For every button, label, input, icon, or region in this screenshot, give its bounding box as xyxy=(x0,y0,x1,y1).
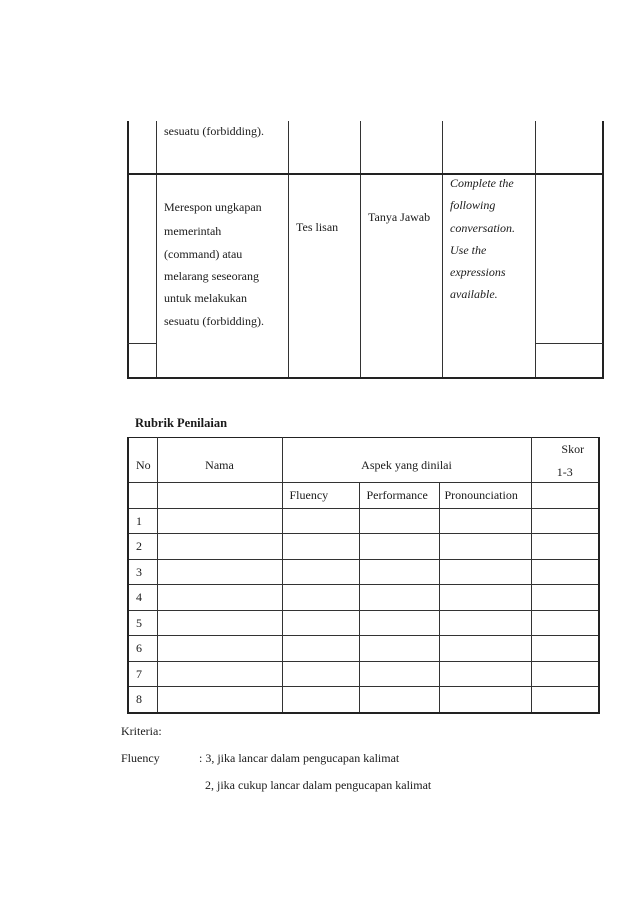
aspect-performance xyxy=(359,483,439,509)
upper-row1-indicator: sesuatu (forbidding). xyxy=(164,124,264,138)
cell-performance xyxy=(359,687,439,713)
upper-row2-indicator-line: melarang seseorang xyxy=(164,269,259,283)
table-row xyxy=(128,509,599,534)
row-number-label: 8 xyxy=(136,691,142,706)
upper-row2-instrument-line: following xyxy=(450,198,496,212)
header-no-label: No xyxy=(136,458,151,472)
cell-nama xyxy=(157,560,282,585)
upper-row2-indicator-line: untuk melakukan xyxy=(164,291,247,305)
cell-pronounciation xyxy=(439,585,531,611)
upper-table-col-divider xyxy=(535,121,536,379)
upper-row2-indicator-line: memerintah xyxy=(164,224,222,238)
cell-nama xyxy=(157,611,282,636)
upper-row2-instrument-line: available. xyxy=(450,287,498,301)
kriteria-line1: : 3, jika lancar dalam pengucapan kalimat xyxy=(199,751,400,765)
cell-skor xyxy=(531,636,599,662)
upper-row2-instrument-line: expressions xyxy=(450,265,506,279)
table-row xyxy=(128,611,599,636)
cell-fluency xyxy=(282,534,359,560)
cell-fluency xyxy=(282,560,359,585)
table-row xyxy=(128,560,599,585)
cell-fluency xyxy=(282,509,359,534)
kriteria-term: Fluency xyxy=(121,751,160,765)
cell-skor xyxy=(531,560,599,585)
table-row xyxy=(128,687,599,713)
upper-row2-indicator-line: Merespon ungkapan xyxy=(164,200,262,214)
row-number xyxy=(128,509,157,534)
cell-fluency xyxy=(282,662,359,687)
aspect-row-skor-cell xyxy=(531,483,599,509)
cell-pronounciation xyxy=(439,687,531,713)
row-number xyxy=(128,611,157,636)
row-number-label: 4 xyxy=(136,590,142,604)
aspect-row-nama-cell xyxy=(157,483,282,509)
table-row xyxy=(128,636,599,662)
cell-performance xyxy=(359,509,439,534)
rubric-header-row xyxy=(128,438,599,483)
aspect-fluency-label: Fluency xyxy=(289,488,329,502)
upper-table-inner-divider xyxy=(127,343,156,344)
cell-skor xyxy=(531,585,599,611)
row-number-label: 7 xyxy=(136,666,142,681)
row-number xyxy=(128,534,157,560)
upper-row2-instrument-line: Complete the xyxy=(450,176,514,190)
upper-row2-instrument-line: Use the xyxy=(450,243,487,257)
upper-row2-form: Tanya Jawab xyxy=(368,210,431,224)
cell-skor xyxy=(531,611,599,636)
cell-nama xyxy=(157,636,282,662)
header-skor-line2: 1-3 xyxy=(556,464,573,479)
upper-row2-technique: Tes lisan xyxy=(296,220,339,234)
cell-pronounciation xyxy=(439,534,531,560)
cell-performance xyxy=(359,611,439,636)
upper-row2-indicator-line: sesuatu (forbidding). xyxy=(164,314,264,328)
table-row xyxy=(128,662,599,687)
cell-performance xyxy=(359,636,439,662)
cell-skor xyxy=(531,687,599,713)
cell-performance xyxy=(359,560,439,585)
row-number xyxy=(128,662,157,687)
cell-skor xyxy=(531,509,599,534)
upper-table-border-bottom xyxy=(127,377,604,379)
header-aspek xyxy=(282,438,531,483)
rubric-table xyxy=(127,437,600,714)
cell-performance xyxy=(359,534,439,560)
cell-nama xyxy=(157,662,282,687)
row-number-label: 3 xyxy=(136,564,142,579)
cell-nama xyxy=(157,585,282,611)
rubric-title: Rubrik Penilaian xyxy=(135,416,228,430)
row-number-label: 2 xyxy=(136,539,142,553)
cell-fluency xyxy=(282,687,359,713)
kriteria-line2: 2, jika cukup lancar dalam pengucapan kalimat xyxy=(205,778,432,792)
header-nama-label: Nama xyxy=(205,458,234,472)
cell-fluency xyxy=(282,611,359,636)
upper-table-inner-divider xyxy=(535,343,603,344)
upper-table-border-left xyxy=(127,121,129,379)
cell-pronounciation xyxy=(439,611,531,636)
upper-row2-indicator-line: (command) atau xyxy=(164,247,243,261)
header-skor xyxy=(531,438,599,483)
upper-table-border-right xyxy=(602,121,604,379)
upper-table-col-divider xyxy=(156,121,157,379)
cell-fluency xyxy=(282,585,359,611)
row-number-label: 5 xyxy=(136,615,142,630)
cell-pronounciation xyxy=(439,636,531,662)
aspect-pronounciation-label: Pronounciation xyxy=(444,488,518,502)
cell-skor xyxy=(531,534,599,560)
cell-skor xyxy=(531,662,599,687)
table-row xyxy=(128,585,599,611)
cell-nama xyxy=(157,687,282,713)
rubric-aspect-row xyxy=(128,483,599,509)
upper-table-col-divider xyxy=(442,121,443,379)
row-number xyxy=(128,636,157,662)
cell-performance xyxy=(359,662,439,687)
upper-table-col-divider xyxy=(288,121,289,379)
aspect-performance-label: Performance xyxy=(366,488,428,502)
aspect-row-no-cell xyxy=(128,483,157,509)
table-row xyxy=(128,534,599,560)
aspect-pronounciation xyxy=(439,483,531,509)
row-number xyxy=(128,560,157,585)
header-no xyxy=(128,438,157,483)
upper-table-row-divider xyxy=(127,173,604,175)
cell-nama xyxy=(157,509,282,534)
cell-pronounciation xyxy=(439,560,531,585)
upper-table-col-divider xyxy=(360,121,361,379)
kriteria-label: Kriteria: xyxy=(121,724,162,738)
header-nama xyxy=(157,438,282,483)
header-skor-line1: Skor xyxy=(561,441,585,456)
cell-pronounciation xyxy=(439,662,531,687)
header-aspek-label: Aspek yang dinilai xyxy=(361,458,452,472)
row-number xyxy=(128,687,157,713)
aspect-fluency xyxy=(282,483,359,509)
upper-row2-instrument-line: conversation. xyxy=(450,221,515,235)
cell-fluency xyxy=(282,636,359,662)
cell-performance xyxy=(359,585,439,611)
cell-pronounciation xyxy=(439,509,531,534)
row-number-label: 6 xyxy=(136,641,142,655)
row-number-label: 1 xyxy=(136,513,142,528)
cell-nama xyxy=(157,534,282,560)
row-number xyxy=(128,585,157,611)
